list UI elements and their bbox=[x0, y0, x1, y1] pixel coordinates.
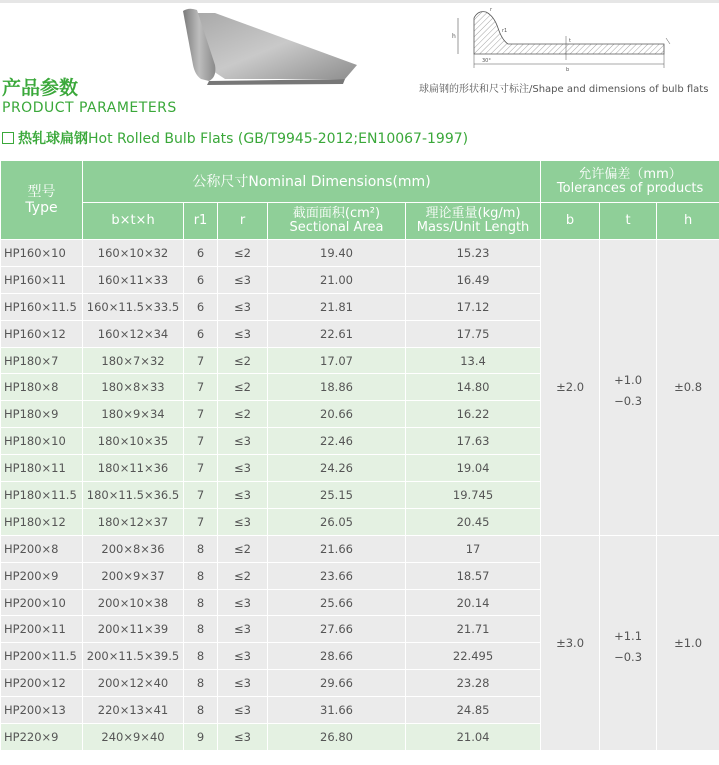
mass-cell: 13.4 bbox=[406, 347, 541, 374]
area-cell: 24.26 bbox=[268, 455, 406, 482]
dim-h-label: h bbox=[452, 33, 456, 40]
r1-cell: 8 bbox=[184, 589, 218, 616]
table-row bbox=[1, 240, 719, 267]
type-cell: HP180×11.5 bbox=[1, 482, 83, 509]
type-cell: HP180×8 bbox=[1, 374, 83, 401]
r1-cell: 6 bbox=[184, 240, 218, 267]
r1-cell: 9 bbox=[184, 724, 218, 751]
type-cell: HP200×13 bbox=[1, 697, 83, 724]
mass-header-en: Mass/Unit Length bbox=[416, 220, 530, 235]
r-cell: ≤3 bbox=[218, 670, 268, 697]
dims-cell: 160×11.5×33.5 bbox=[83, 293, 184, 320]
r-cell: ≤3 bbox=[218, 455, 268, 482]
table-row bbox=[1, 535, 719, 562]
mass-cell: 21.04 bbox=[406, 724, 541, 751]
r1-cell: 7 bbox=[184, 508, 218, 535]
checkbox-square-icon bbox=[2, 132, 14, 144]
area-cell: 21.00 bbox=[268, 266, 406, 293]
area-cell: 25.66 bbox=[268, 589, 406, 616]
area-cell: 22.46 bbox=[268, 428, 406, 455]
type-header bbox=[1, 161, 83, 240]
area-cell: 17.07 bbox=[268, 347, 406, 374]
area-cell: 26.80 bbox=[268, 724, 406, 751]
mass-cell: 19.745 bbox=[406, 482, 541, 509]
nominal-dimensions-header: 公称尺寸Nominal Dimensions(mm) bbox=[83, 161, 541, 203]
r1-cell: 7 bbox=[184, 482, 218, 509]
r1-header: r1 bbox=[184, 203, 218, 240]
r-cell: ≤2 bbox=[218, 562, 268, 589]
tol-t-header: t bbox=[600, 203, 657, 240]
area-cell: 21.81 bbox=[268, 293, 406, 320]
tolerance-t-cell bbox=[600, 535, 657, 750]
r-cell: ≤3 bbox=[218, 643, 268, 670]
type-cell: HP200×8 bbox=[1, 535, 83, 562]
r-cell: ≤3 bbox=[218, 589, 268, 616]
tol-h-header: h bbox=[657, 203, 719, 240]
tolerances-header-en: Tolerances of products bbox=[556, 180, 704, 196]
dims-cell: 180×10×35 bbox=[83, 428, 184, 455]
mass-cell: 24.85 bbox=[406, 697, 541, 724]
area-cell: 20.66 bbox=[268, 401, 406, 428]
area-header-cn: 截面面积(cm²) bbox=[292, 206, 381, 221]
r1-cell: 7 bbox=[184, 374, 218, 401]
r-cell: ≤3 bbox=[218, 266, 268, 293]
mass-cell: 15.23 bbox=[406, 240, 541, 267]
tolerance-t-plus: +1.1 bbox=[614, 628, 643, 643]
r-cell: ≤3 bbox=[218, 616, 268, 643]
type-cell: HP180×7 bbox=[1, 347, 83, 374]
mass-cell: 19.04 bbox=[406, 455, 541, 482]
tolerance-t-cell bbox=[600, 240, 657, 536]
dims-cell: 180×11×36 bbox=[83, 455, 184, 482]
type-cell: HP180×11 bbox=[1, 455, 83, 482]
r-cell: ≤3 bbox=[218, 482, 268, 509]
type-header-en: Type bbox=[25, 200, 58, 216]
mass-cell: 23.28 bbox=[406, 670, 541, 697]
r1-cell: 7 bbox=[184, 347, 218, 374]
r-cell: ≤2 bbox=[218, 374, 268, 401]
area-cell: 21.66 bbox=[268, 535, 406, 562]
top-divider bbox=[0, 0, 719, 3]
dims-cell: 160×11×33 bbox=[83, 266, 184, 293]
tolerance-b-cell: ±2.0 bbox=[541, 240, 600, 536]
r-cell: ≤3 bbox=[218, 320, 268, 347]
type-cell: HP180×12 bbox=[1, 508, 83, 535]
parameters-table bbox=[0, 160, 719, 751]
mass-cell: 20.14 bbox=[406, 589, 541, 616]
r-cell: ≤3 bbox=[218, 428, 268, 455]
tolerance-t-plus: +1.0 bbox=[614, 373, 643, 388]
mass-cell: 22.495 bbox=[406, 643, 541, 670]
area-header bbox=[268, 203, 406, 240]
r1-cell: 6 bbox=[184, 293, 218, 320]
mass-cell: 18.57 bbox=[406, 562, 541, 589]
dim-r1-label: r1 bbox=[502, 28, 508, 34]
page-title-cn: 产品参数 bbox=[2, 77, 79, 99]
r1-cell: 8 bbox=[184, 670, 218, 697]
area-cell: 18.86 bbox=[268, 374, 406, 401]
bulb-flat-photo bbox=[175, 5, 357, 85]
area-header-en: Sectional Area bbox=[289, 220, 384, 235]
r1-cell: 7 bbox=[184, 428, 218, 455]
bulb-flat-dimension-drawing bbox=[446, 8, 672, 74]
dims-cell: 180×12×37 bbox=[83, 508, 184, 535]
type-header-cn: 型号 bbox=[27, 184, 56, 200]
subtitle-en: Hot Rolled Bulb Flats (GB/T9945-2012;EN10067-1997) bbox=[88, 131, 469, 147]
dims-cell: 180×11.5×36.5 bbox=[83, 482, 184, 509]
dim-b-label: b bbox=[566, 67, 570, 73]
drawing-caption: 球扁钢的形状和尺寸标注/Shape and dimensions of bulb flats bbox=[419, 84, 709, 95]
dims-cell: 180×9×34 bbox=[83, 401, 184, 428]
type-cell: HP180×10 bbox=[1, 428, 83, 455]
tolerance-t-minus: −0.3 bbox=[614, 649, 643, 664]
dims-cell: 200×11.5×39.5 bbox=[83, 643, 184, 670]
area-cell: 28.66 bbox=[268, 643, 406, 670]
mass-header-cn: 理论重量(kg/m) bbox=[425, 206, 521, 221]
type-cell: HP200×9 bbox=[1, 562, 83, 589]
tolerance-t-minus: −0.3 bbox=[614, 394, 643, 409]
r-cell: ≤2 bbox=[218, 347, 268, 374]
area-cell: 31.66 bbox=[268, 697, 406, 724]
r1-cell: 8 bbox=[184, 562, 218, 589]
area-cell: 26.05 bbox=[268, 508, 406, 535]
tolerance-h-cell: ±1.0 bbox=[657, 535, 719, 750]
r1-cell: 8 bbox=[184, 697, 218, 724]
dim-angle-label: 30° bbox=[482, 58, 491, 64]
tolerances-header-cn: 允许偏差（mm） bbox=[578, 166, 682, 182]
subtitle-cn: 热轧球扁钢 bbox=[18, 131, 88, 147]
area-cell: 22.61 bbox=[268, 320, 406, 347]
r1-cell: 8 bbox=[184, 616, 218, 643]
dims-cell: 200×12×40 bbox=[83, 670, 184, 697]
table-body bbox=[1, 240, 719, 751]
type-cell: HP160×10 bbox=[1, 240, 83, 267]
r-cell: ≤2 bbox=[218, 401, 268, 428]
dims-header: b×t×h bbox=[83, 203, 184, 240]
r-cell: ≤3 bbox=[218, 697, 268, 724]
dims-cell: 220×13×41 bbox=[83, 697, 184, 724]
type-cell: HP200×11 bbox=[1, 616, 83, 643]
mass-cell: 16.49 bbox=[406, 266, 541, 293]
r-header: r bbox=[218, 203, 268, 240]
r-cell: ≤3 bbox=[218, 293, 268, 320]
r1-cell: 8 bbox=[184, 643, 218, 670]
r1-cell: 7 bbox=[184, 401, 218, 428]
r1-cell: 6 bbox=[184, 320, 218, 347]
dims-cell: 160×10×32 bbox=[83, 240, 184, 267]
table-subtitle bbox=[2, 128, 468, 148]
type-cell: HP200×12 bbox=[1, 670, 83, 697]
mass-cell: 17 bbox=[406, 535, 541, 562]
tolerances-header bbox=[541, 161, 719, 203]
mass-cell: 16.22 bbox=[406, 401, 541, 428]
r-cell: ≤2 bbox=[218, 240, 268, 267]
r1-cell: 6 bbox=[184, 266, 218, 293]
mass-cell: 17.12 bbox=[406, 293, 541, 320]
area-cell: 23.66 bbox=[268, 562, 406, 589]
r1-cell: 8 bbox=[184, 535, 218, 562]
mass-cell: 20.45 bbox=[406, 508, 541, 535]
dim-r-label: r bbox=[490, 8, 493, 13]
tol-b-header: b bbox=[541, 203, 600, 240]
mass-cell: 17.63 bbox=[406, 428, 541, 455]
r-cell: ≤2 bbox=[218, 535, 268, 562]
r-cell: ≤3 bbox=[218, 508, 268, 535]
type-cell: HP160×11.5 bbox=[1, 293, 83, 320]
mass-cell: 21.71 bbox=[406, 616, 541, 643]
dims-cell: 200×11×39 bbox=[83, 616, 184, 643]
dims-cell: 200×8×36 bbox=[83, 535, 184, 562]
type-cell: HP220×9 bbox=[1, 724, 83, 751]
type-cell: HP180×9 bbox=[1, 401, 83, 428]
dims-cell: 240×9×40 bbox=[83, 724, 184, 751]
type-cell: HP160×11 bbox=[1, 266, 83, 293]
dims-cell: 200×10×38 bbox=[83, 589, 184, 616]
dims-cell: 180×8×33 bbox=[83, 374, 184, 401]
type-cell: HP160×12 bbox=[1, 320, 83, 347]
page-title-en: PRODUCT PARAMETERS bbox=[2, 100, 177, 116]
r1-cell: 7 bbox=[184, 455, 218, 482]
r-cell: ≤3 bbox=[218, 724, 268, 751]
type-cell: HP200×10 bbox=[1, 589, 83, 616]
dim-t-label: t bbox=[569, 38, 571, 44]
dims-cell: 200×9×37 bbox=[83, 562, 184, 589]
area-cell: 27.66 bbox=[268, 616, 406, 643]
area-cell: 29.66 bbox=[268, 670, 406, 697]
tolerance-b-cell: ±3.0 bbox=[541, 535, 600, 750]
area-cell: 19.40 bbox=[268, 240, 406, 267]
type-cell: HP200×11.5 bbox=[1, 643, 83, 670]
dims-cell: 180×7×32 bbox=[83, 347, 184, 374]
dims-cell: 160×12×34 bbox=[83, 320, 184, 347]
tolerance-h-cell: ±0.8 bbox=[657, 240, 719, 536]
mass-header bbox=[406, 203, 541, 240]
mass-cell: 17.75 bbox=[406, 320, 541, 347]
area-cell: 25.15 bbox=[268, 482, 406, 509]
mass-cell: 14.80 bbox=[406, 374, 541, 401]
